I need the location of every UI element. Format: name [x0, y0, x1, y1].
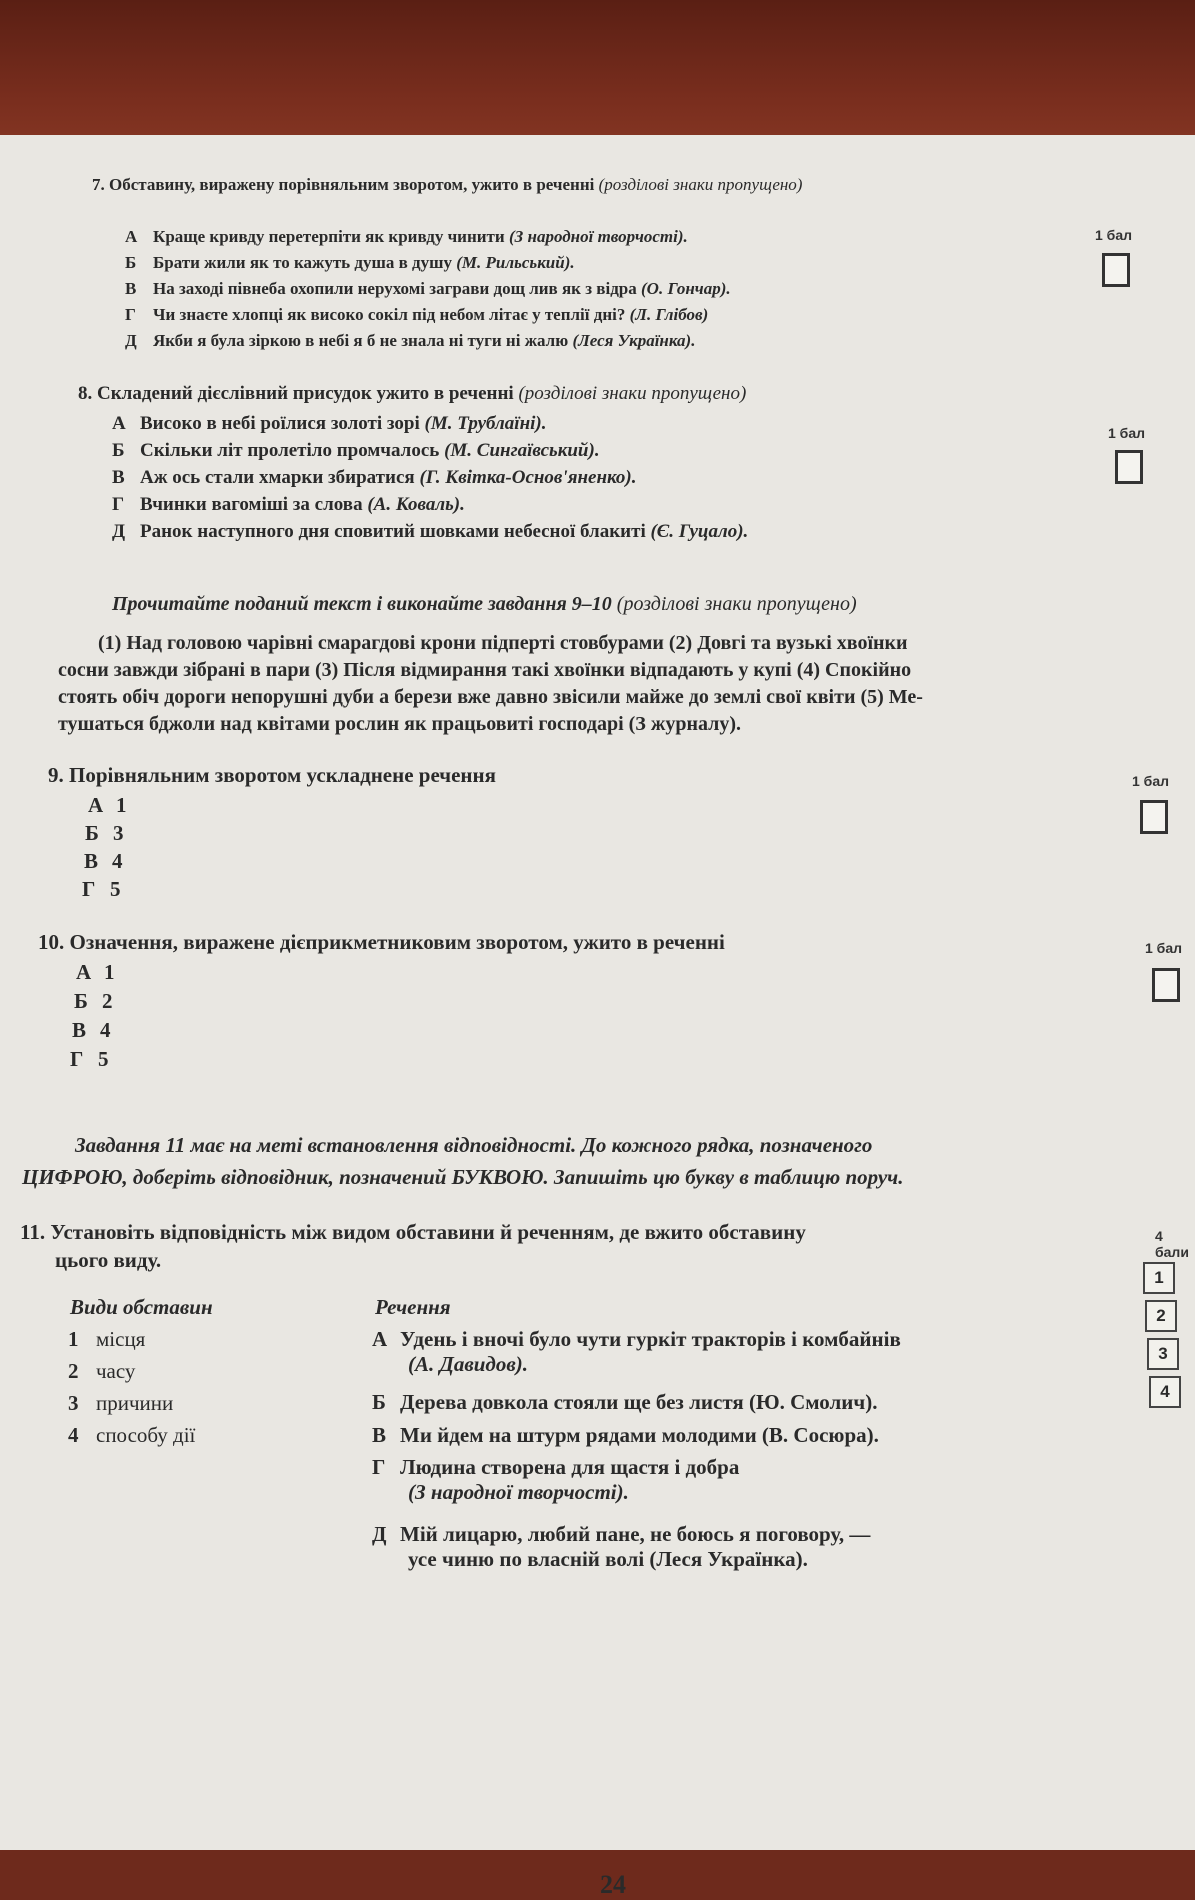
sentence-text: Удень і вночі було чути гуркіт тракторів і комбайнів — [400, 1327, 901, 1351]
column-header-types: Види обставин — [70, 1295, 213, 1319]
task-11-instruction-line1: Завдання 11 має на меті встановлення відповідності. До кожного рядка, позначеного — [75, 1133, 873, 1157]
sentence-letter: В — [372, 1423, 387, 1447]
option-text: Високо в небі роїлися золоті зорі — [140, 413, 420, 434]
workbook-page — [0, 135, 1195, 1899]
question-8-option-c[interactable] — [112, 467, 637, 490]
question-11-head-line2: цього виду. — [55, 1248, 162, 1272]
option-text: Якби я була зіркою в небі я б не знала ні туги ні жалю — [153, 331, 569, 350]
sentence-text: Людина створена для щастя і добра — [400, 1455, 740, 1479]
question-7-head: 7. Обставину, виражену порівняльним зворотом, ужито в реченні — [92, 175, 595, 194]
adverbial-type-3 — [68, 1391, 173, 1416]
option-text: Краще кривду перетерпіти як кривду чинити — [153, 227, 505, 246]
option-text: 4 — [100, 1018, 111, 1042]
question-10-score: 1 бал — [1145, 940, 1183, 956]
question-7-note: (розділові знаки пропущено) — [598, 175, 803, 194]
sentence-e — [372, 1522, 1092, 1572]
option-text: 5 — [110, 877, 121, 901]
option-author: (З народної творчості). — [508, 227, 688, 246]
option-letter: Д — [112, 521, 126, 542]
item-text: способу дії — [96, 1423, 196, 1447]
instruction-text: Прочитайте поданий текст і виконайте завдання 9–10 — [112, 593, 612, 615]
option-letter: А — [76, 960, 92, 984]
answer-grid-row-1[interactable]: 1 — [1143, 1262, 1175, 1294]
question-10-option-c[interactable] — [72, 1018, 111, 1043]
item-number: 2 — [68, 1359, 79, 1383]
question-8-option-d[interactable] — [112, 494, 465, 517]
option-text: На заході півнеба охопили нерухомі заграви дощ лив як з відра — [153, 279, 637, 298]
adverbial-type-4 — [68, 1423, 195, 1448]
question-7-option-d[interactable] — [125, 305, 708, 325]
question-10-head: 10. Означення, виражене дієприкметниковим зворотом, ужито в реченні — [38, 930, 725, 954]
option-author: (Є. Гуцало). — [650, 521, 749, 542]
option-author: (Леся Українка). — [572, 331, 696, 350]
text-block-instruction — [112, 593, 857, 616]
option-letter: Г — [82, 877, 96, 901]
option-letter: А — [112, 413, 126, 434]
adverbial-type-2 — [68, 1359, 135, 1384]
option-author: (М. Сингаївський). — [444, 440, 600, 461]
question-8-option-b[interactable] — [112, 440, 600, 463]
question-8-option-e[interactable] — [112, 521, 748, 544]
sentence-letter: Г — [372, 1455, 386, 1479]
option-author: (Г. Квітка-Основ'яненко). — [419, 467, 637, 488]
question-7-option-a[interactable] — [125, 227, 688, 247]
option-text: Вчинки вагоміші за слова — [140, 494, 363, 515]
sentence-author: (А. Давидов). — [408, 1352, 528, 1377]
question-8-head: 8. Складений дієслівний присудок ужито в реченні — [78, 383, 514, 404]
question-9-option-b[interactable] — [85, 821, 124, 846]
question-8-option-a[interactable] — [112, 413, 546, 436]
option-author: (А. Коваль). — [367, 494, 465, 515]
option-letter: Г — [125, 305, 136, 324]
answer-grid-row-3[interactable]: 3 — [1147, 1338, 1179, 1370]
adverbial-type-1 — [68, 1327, 145, 1352]
item-text: місця — [96, 1327, 146, 1351]
question-10-option-a[interactable] — [76, 960, 115, 985]
text-line: тушаться бджоли над квітами рослин як працьовиті господарі (З журналу). — [58, 713, 742, 735]
sentence-letter: Б — [372, 1390, 386, 1414]
option-text: 2 — [102, 989, 113, 1013]
column-header-sentences: Речення — [375, 1295, 451, 1319]
option-text: Ранок наступного дня сповитий шовками небесної блакиті — [140, 521, 646, 542]
option-letter: Б — [74, 989, 88, 1013]
option-letter: В — [84, 849, 99, 873]
question-9-option-a[interactable] — [88, 793, 127, 818]
item-text: причини — [96, 1391, 174, 1415]
sentence-text: Ми йдем на штурм рядами молодими (В. Сосюра). — [400, 1423, 879, 1447]
sentence-a — [372, 1327, 1092, 1377]
question-9-option-c[interactable] — [84, 849, 123, 874]
question-7-option-e[interactable] — [125, 331, 695, 351]
text-line: стоять обіч дороги непорушні дуби а берези вже давно звісили майже до землі свої квіти (5) Ме- — [58, 686, 923, 708]
question-7-score: 1 бал — [1095, 227, 1133, 243]
question-10-option-d[interactable] — [70, 1047, 109, 1072]
sentence-author: (З народної творчості). — [408, 1480, 629, 1505]
option-author: (Л. Глібов) — [629, 305, 709, 324]
option-letter: В — [112, 467, 125, 488]
sentence-d — [372, 1455, 1092, 1505]
option-letter: Д — [125, 331, 137, 350]
question-10-option-b[interactable] — [74, 989, 113, 1014]
question-7-option-b[interactable] — [125, 253, 575, 273]
question-8-score: 1 бал — [1108, 425, 1146, 441]
option-text: 3 — [113, 821, 124, 845]
question-9-score: 1 бал — [1132, 773, 1170, 789]
item-number: 4 — [68, 1423, 79, 1447]
sentence-b — [372, 1390, 1092, 1415]
text-line: сосни завжди зібрані в пари (3) Після відмирання такі хвоїнки відпадають у купі (4) Спокійно — [58, 659, 912, 681]
question-11-head-line1: 11. Установіть відповідність між видом обставини й реченням, де вжито обставину — [20, 1220, 806, 1244]
answer-grid-row-2[interactable]: 2 — [1145, 1300, 1177, 1332]
answer-grid-row-4[interactable]: 4 — [1149, 1376, 1181, 1408]
option-letter: Б — [112, 440, 125, 461]
question-11-score: 4 бали — [1155, 1228, 1189, 1260]
option-letter: А — [88, 793, 104, 817]
option-text: 1 — [104, 960, 115, 984]
item-number: 1 — [68, 1327, 79, 1351]
option-text: Чи знаєте хлопці як високо сокіл під небом літає у теплії дні? — [153, 305, 626, 324]
task-11-instruction-line2: ЦИФРОЮ, доберіть відповідник, позначений БУКВОЮ. Запишіть цю букву в таблицю поруч. — [22, 1165, 904, 1189]
option-text: 1 — [116, 793, 127, 817]
option-letter: В — [72, 1018, 87, 1042]
text-line: (1) Над головою чарівні смарагдові крони підперті стовбурами (2) Довгі та вузькі хвоїнки — [98, 632, 908, 654]
sentence-text: Дерева довкола стояли ще без листя (Ю. Смолич). — [400, 1390, 878, 1414]
option-text: Аж ось стали хмарки збиратися — [140, 467, 415, 488]
sentence-letter: Д — [372, 1522, 387, 1546]
text-block — [58, 630, 1178, 738]
option-letter: А — [125, 227, 138, 246]
option-text: 5 — [98, 1047, 109, 1071]
sentence-letter: А — [372, 1327, 388, 1351]
question-8-note: (розділові знаки пропущено) — [518, 383, 747, 404]
option-text: Скільки літ пролетіло промчалось — [140, 440, 440, 461]
page-number: 24 — [600, 1870, 626, 1899]
item-number: 3 — [68, 1391, 79, 1415]
option-letter: Б — [85, 821, 99, 845]
question-7-answer-box[interactable] — [1102, 253, 1130, 287]
sentence-text-continued: усе чиню по власній волі (Леся Українка). — [408, 1547, 808, 1572]
question-8-answer-box[interactable] — [1115, 450, 1143, 484]
question-9-head: 9. Порівняльним зворотом ускладнене речення — [48, 763, 496, 787]
option-author: (М. Трублаїні). — [424, 413, 547, 434]
sentence-c — [372, 1423, 1092, 1448]
option-text: Брати жили як то кажуть душа в душу — [153, 253, 453, 272]
option-text: 4 — [112, 849, 123, 873]
question-7-option-c[interactable] — [125, 279, 731, 299]
item-text: часу — [96, 1359, 136, 1383]
sentence-text: Мій лицарю, любий пане, не боюсь я поговору, — — [400, 1522, 871, 1546]
option-letter: Г — [70, 1047, 84, 1071]
question-9-option-d[interactable] — [82, 877, 121, 902]
option-letter: Б — [125, 253, 137, 272]
option-letter: В — [125, 279, 137, 298]
option-author: (М. Рильський). — [456, 253, 575, 272]
option-author: (О. Гончар). — [641, 279, 731, 298]
question-9-answer-box[interactable] — [1140, 800, 1168, 834]
option-letter: Г — [112, 494, 125, 515]
question-10-answer-box[interactable] — [1152, 968, 1180, 1002]
instruction-note: (розділові знаки пропущено) — [616, 593, 857, 615]
